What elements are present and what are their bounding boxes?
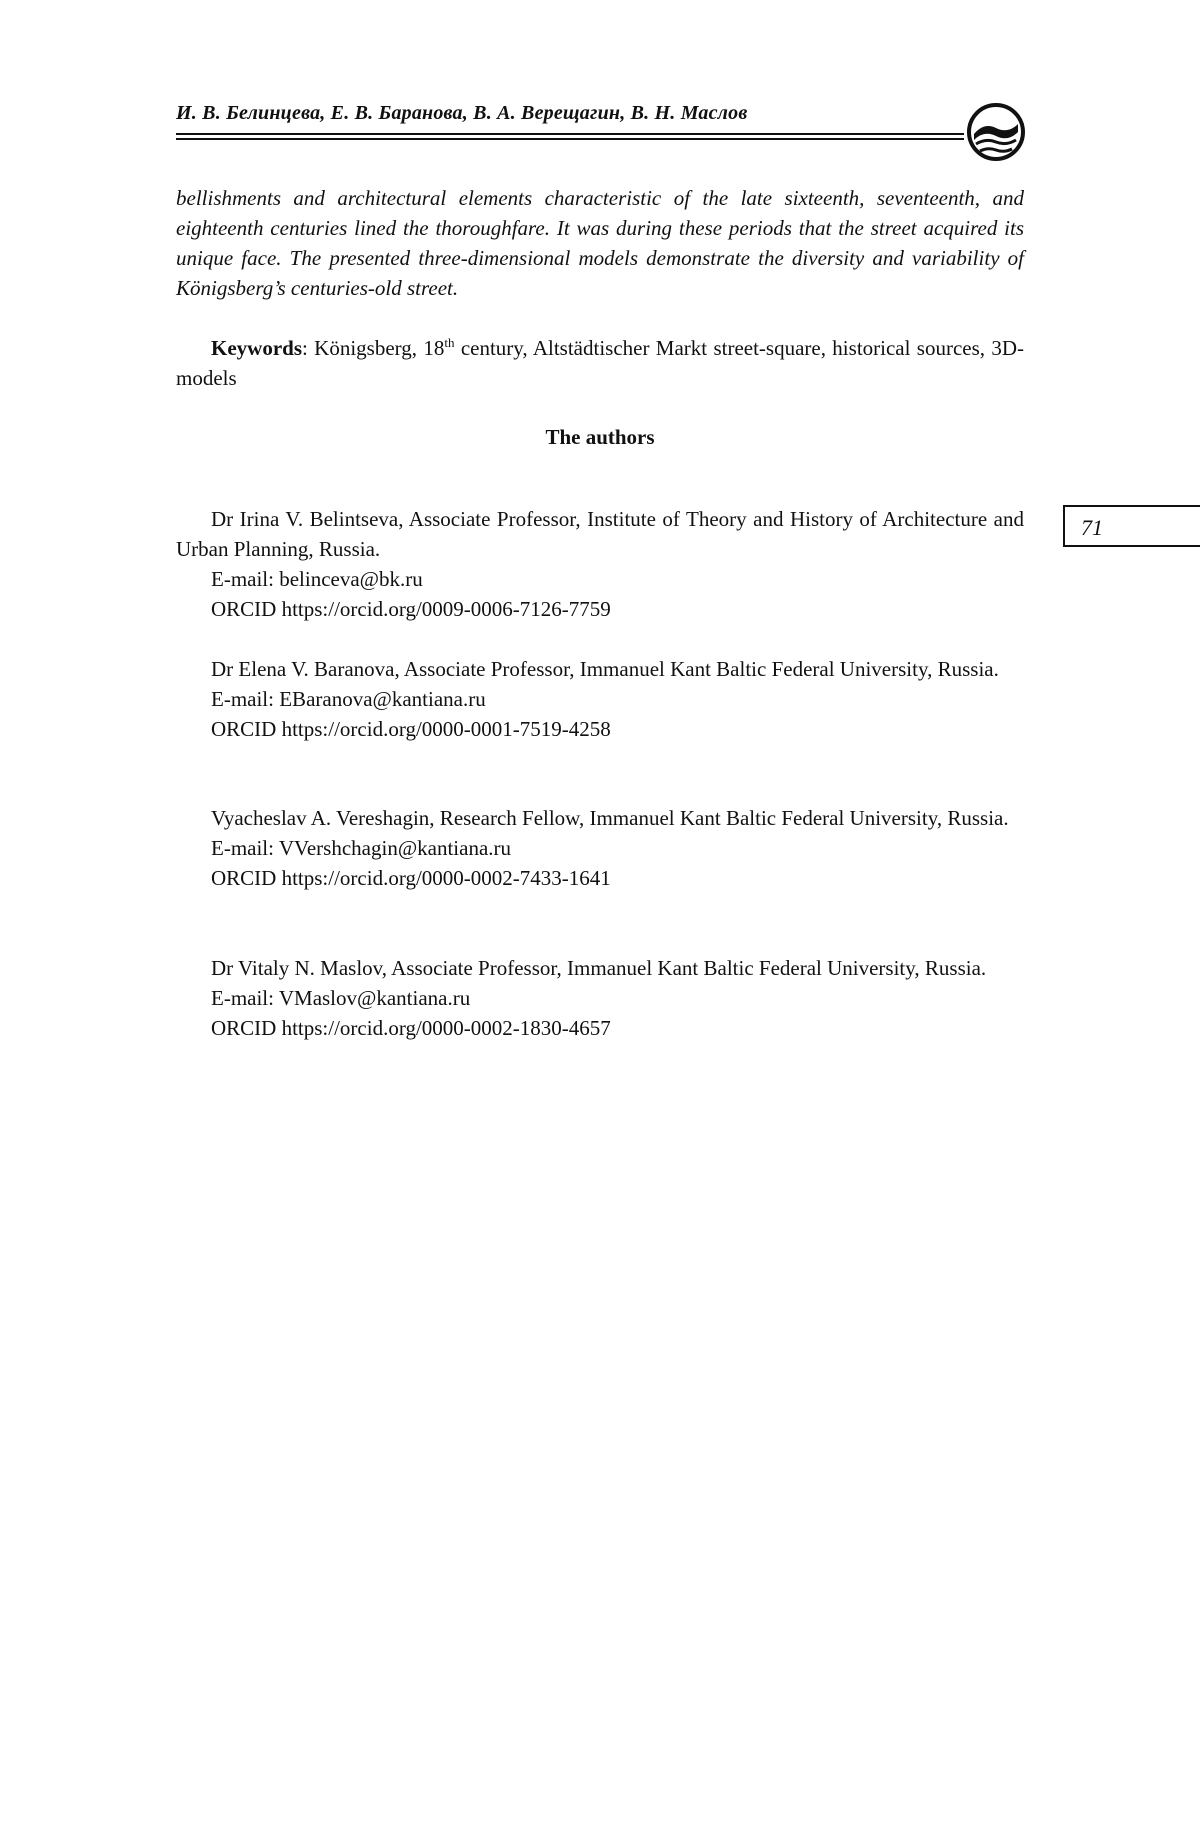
author-email[interactable]: E-mail: VMaslov@kantiana.ru [211, 986, 471, 1010]
journal-wave-logo-icon [966, 102, 1026, 162]
author-description: Dr Vitaly N. Maslov, Associate Professor, Immanuel Kant Baltic Federal University, Russia. [211, 956, 987, 980]
author-orcid[interactable]: ORCID https://orcid.org/0000-0002-1830-4657 [211, 1016, 611, 1040]
running-header-authors: И. В. Белинцева, Е. В. Баранова, В. А. Верещагин, В. Н. Маслов [176, 102, 748, 124]
author-entry [176, 504, 1024, 624]
keywords-part2: century, Altstädtischer Markt street-square, historical sources, 3D-models [176, 336, 1024, 390]
author-orcid[interactable]: ORCID https://orcid.org/0000-0001-7519-4258 [211, 717, 611, 741]
author-orcid[interactable]: ORCID https://orcid.org/0000-0002-7433-1641 [211, 866, 611, 890]
keywords-label: Keywords [211, 336, 302, 360]
author-description: Dr Irina V. Belintseva, Associate Professor, Institute of Theory and History of Architecture and Urban Planning, Russia. [176, 507, 1024, 561]
author-email[interactable]: E-mail: EBaranova@kantiana.ru [211, 687, 486, 711]
author-orcid[interactable]: ORCID https://orcid.org/0009-0006-7126-7759 [211, 597, 611, 621]
author-email[interactable]: E-mail: VVershchagin@kantiana.ru [211, 836, 512, 860]
author-entry [176, 654, 1024, 744]
header-rule-top [176, 133, 964, 135]
page-number: 71 [1081, 515, 1103, 540]
author-email[interactable]: E-mail: belinceva@bk.ru [211, 567, 423, 591]
page-number-box [1063, 505, 1200, 547]
author-entry [176, 803, 1024, 893]
header-rule-bottom [176, 138, 964, 140]
keywords-part1: Königsberg, 18 [314, 336, 445, 360]
author-entry [176, 953, 1024, 1043]
keywords-paragraph [176, 333, 1024, 393]
author-description: Vyacheslav A. Vereshagin, Research Fellow, Immanuel Kant Baltic Federal University, Russia. [211, 806, 1009, 830]
author-description: Dr Elena V. Baranova, Associate Professor, Immanuel Kant Baltic Federal University, Russia. [211, 657, 999, 681]
keywords-separator: : [302, 336, 315, 360]
keywords-superscript: th [444, 335, 455, 350]
abstract-text: bellishments and architectural elements characteristic of the late sixteenth, seventeenth, and eighteenth centuries lined the thoroughfare. It was during these periods that the street acquired its unique face. The presented three-dimensional models demonstrate the diversity and variability of Königsberg’s centuries-old street. [176, 186, 1024, 300]
authors-heading: The authors [545, 425, 655, 449]
